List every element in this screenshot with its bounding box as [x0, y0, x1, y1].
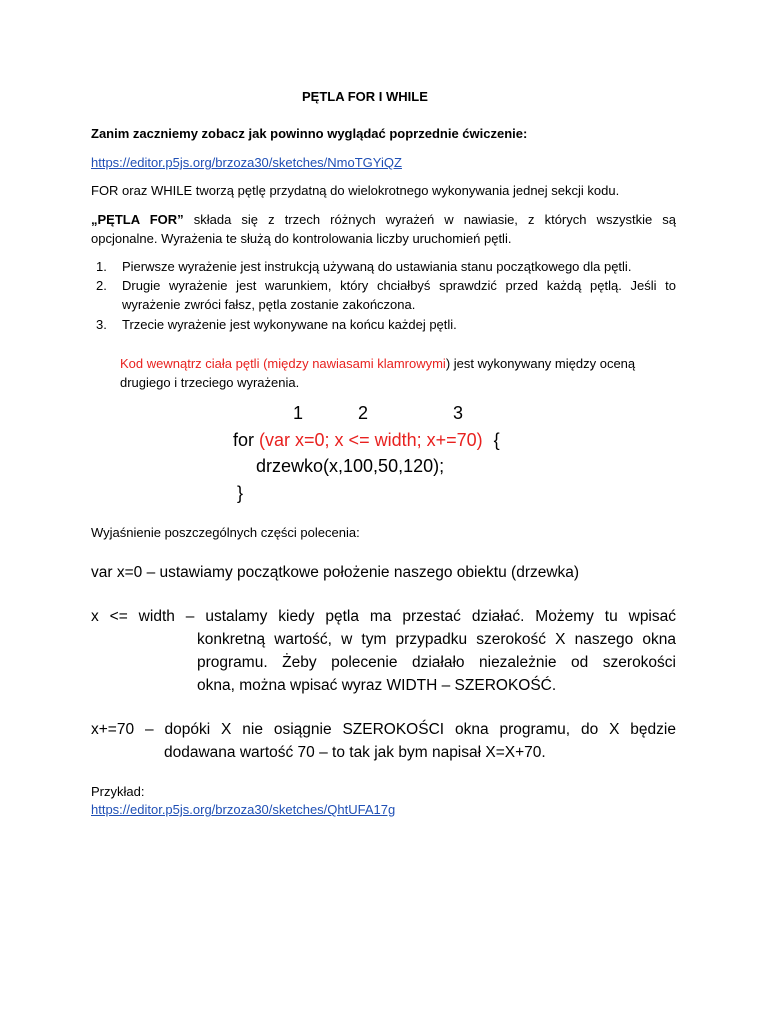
explain-width-line3: programu. Żeby polecenie działało niezależnie od szerokości: [197, 654, 676, 671]
previous-exercise-link[interactable]: https://editor.p5js.org/brzoza30/sketches/NmoTGYiQZ: [91, 155, 402, 170]
note-red-text: Kod wewnątrz ciała pętli (między nawiasami klamrowymi: [120, 356, 446, 371]
paragraph-for-line1: „PĘTLA FOR” składa się z trzech różnych wyrażeń w nawiasie, z których wszystkie są: [91, 212, 676, 227]
note-line1: Kod wewnątrz ciała pętli (między nawiasami klamrowymi) jest wykonywany między oceną: [120, 356, 636, 371]
explain-width-line4: okna, można wpisać wyraz WIDTH – SZEROKOŚĆ.: [197, 677, 557, 694]
brace-open: {: [493, 430, 500, 450]
example-link[interactable]: https://editor.p5js.org/brzoza30/sketches/QhtUFA17g: [91, 802, 396, 817]
explain-increment-line2: dodawana wartość 70 – to tak jak bym napisał X=X+70.: [164, 744, 546, 761]
explain-increment-line1: x+=70 – dopóki X nie osiągnie SZEROKOŚCI okna programu, do X będzie: [91, 721, 676, 738]
for-loop-term: „PĘTLA FOR”: [91, 212, 184, 227]
code-for-line: [233, 427, 500, 453]
for-keyword: for: [233, 430, 255, 450]
brace-close: }: [237, 483, 244, 503]
explain-width-line1: x <= width – ustalamy kiedy pętla ma przestać działać. Możemy tu wpisać: [91, 608, 676, 625]
for-params: (var x=0; x <= width; x+=70): [259, 430, 483, 450]
note-line2: drugiego i trzeciego wyrażenia.: [120, 375, 300, 390]
page-title: PĘTLA FOR I WHILE: [302, 89, 428, 104]
list-item-2-line2: wyrażenie zwróci fałsz, pętla zostanie zakończona.: [122, 297, 416, 312]
code-body-line: drzewko(x,100,50,120);: [256, 456, 445, 476]
expression-number-2: 2: [358, 403, 369, 423]
explain-width-line2: konkretną wartość, w tym przypadku szerokość X naszego okna: [197, 631, 676, 648]
document-page: PĘTLA FOR I WHILE Zanim zaczniemy zobacz jak powinno wyglądać poprzednie ćwiczenie: https://editor.p5js.org/brzoza30/sketches/NmoTGYiQZ FOR oraz WHILE tworzą pętlę przydatną do wielokrotnego wykonywania jednej sekcji kodu. „PĘTLA FOR” składa się z trzech różnych wyrażeń w nawiasie, z których wszystkie są opcjonalne. Wyrażenia te służą do kontrolowania liczby uruchomień pętli. 1. Pierwsze wyrażenie jest instrukcją używaną do ustawiania stanu początkowego dla pętli. 2. Drugie wyrażenie jest warunkiem, który chciałbyś sprawdzić przed każdą pętlą. Jeśli to wyrażenie zwróci fałsz, pętla zostanie zakończona. 3. Trzecie wyrażenie jest wykonywane na końcu każdej pętli. Kod wewnątrz ciała pętli (między nawiasami klamrowymi) jest wykonywany między oceną drugiego i trzeciego wyrażenia. 1 2 3 for (var x=0; x <= width; x+=70) { drzewko(x,100,50,120); } Wyjaśnienie poszczególnych części polecenia: var x=0 – ustawiamy początkowe położenie naszego obiektu (drzewka) x <= width – ustalamy kiedy pętla ma przestać działać. Możemy tu wpisać konkretną wartość, w tym przypadku szerokość X naszego okna programu. Żeby polecenie działało niezależnie od szerokości okna, można wpisać wyraz WIDTH – SZEROKOŚĆ. x+=70 – dopóki X nie osiągnie SZEROKOŚCI okna programu, do X będzie dodawana wartość 70 – to tak jak bym napisał X=X+70. Przykład: https://editor.p5js.org/brzoza30/sketches/QhtUFA17g: [91, 89, 676, 817]
explain-var: var x=0 – ustawiamy początkowe położenie naszego obiektu (drzewka): [91, 564, 580, 581]
expression-number-3: 3: [453, 403, 464, 423]
paragraph-for-while: FOR oraz WHILE tworzą pętlę przydatną do wielokrotnego wykonywania jednej sekcji kodu.: [91, 183, 620, 198]
paragraph-for-line2: opcjonalne. Wyrażenia te służą do kontrolowania liczby uruchomień pętli.: [91, 231, 512, 246]
explain-heading: Wyjaśnienie poszczególnych części polecenia:: [91, 525, 360, 540]
example-label: Przykład:: [91, 784, 145, 799]
intro-text: Zanim zaczniemy zobacz jak powinno wyglądać poprzednie ćwiczenie:: [91, 126, 528, 141]
expression-number-1: 1: [293, 403, 304, 423]
